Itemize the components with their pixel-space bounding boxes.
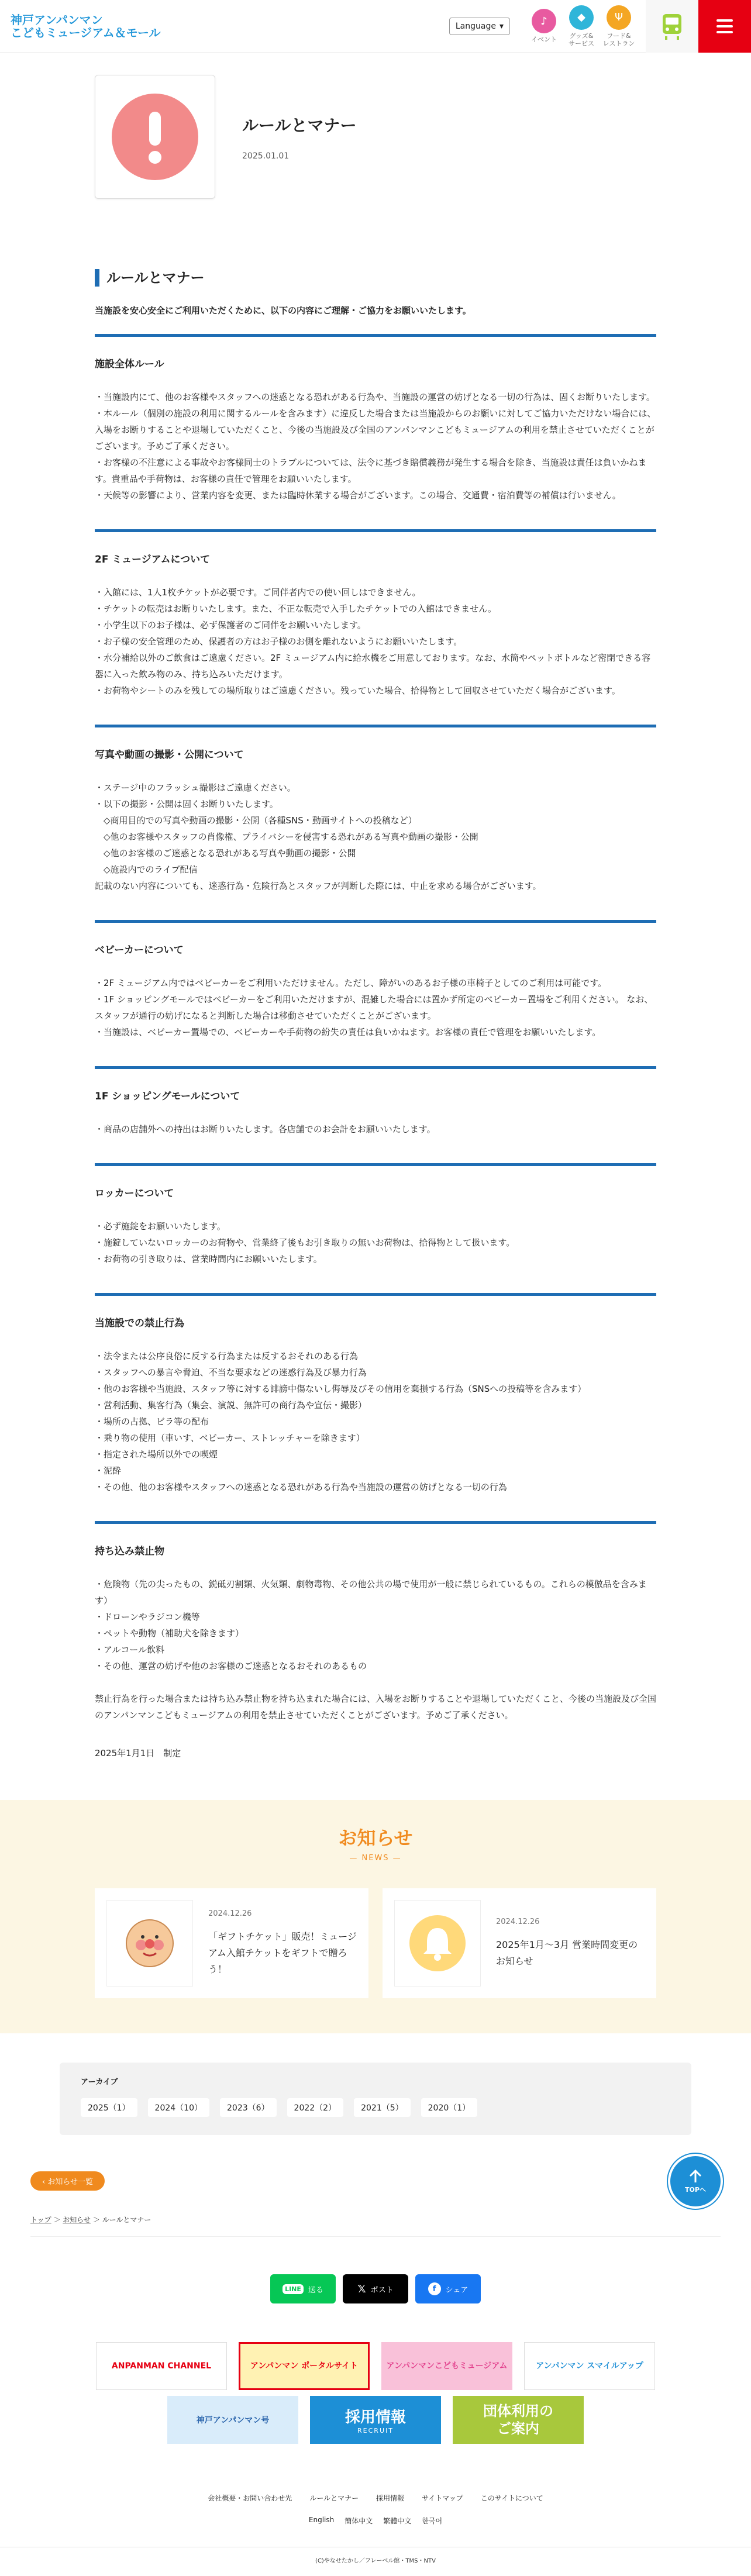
hero-image [95, 75, 215, 199]
site-logo[interactable]: 神戸アンパンマン こどもミュージアム＆モール [11, 12, 161, 40]
enacted-date: 2025年1月1日 制定 [95, 1748, 181, 1758]
line-icon: LINE [283, 2284, 304, 2294]
rule-block [95, 1293, 656, 1521]
rule-block-title: 2F ミュージアムについて [95, 554, 211, 565]
x-share-button[interactable] [343, 2274, 408, 2303]
language-select[interactable] [449, 18, 510, 35]
rule-block-body: ・商品の店舗外への持出はお断りいたします。各店舗でのお会計をお願いいたします。 [95, 1124, 436, 1134]
back-to-top-label: TOPへ [685, 2186, 706, 2194]
news-card[interactable] [95, 1888, 368, 1998]
line-share-button[interactable] [270, 2274, 336, 2303]
footer-link[interactable]: 会社概要・お問い合わせ先 [208, 2494, 292, 2502]
page-title: ルールとマナー [242, 116, 357, 135]
archive-year-link[interactable]: 2020（1） [421, 2098, 478, 2117]
page-date: 2025.01.01 [242, 151, 290, 161]
footer-lang-link[interactable]: 簡体中文 [345, 2517, 373, 2525]
rule-block-title: ロッカーについて [95, 1188, 174, 1199]
breadcrumb-home[interactable]: トップ [30, 2216, 51, 2224]
language-label: Language [455, 21, 496, 31]
footer-lang-link[interactable]: English [308, 2516, 335, 2524]
anpanman-face-icon [123, 1917, 176, 1970]
rule-block-body: ・当施設内にて、他のお客様やスタッフへの迷惑となる恐れがある行為や、当施設の運営の妨げとなる一切の行為は、固くお断りいたします。 ・本ルール（個別の施設の利用に関するルールを含みます）に違反した場合または当施設からのお願いに対してご協力いただけない場合には、入場をお断りすることや退場していただくこと、今後の当施設及び全国のアンパンマンこどもミュージアムの利用を禁止させていただくことがございます。予めご了承ください。 ・お客様の不注意による事故やお客様同士のトラブルについては、法令に基づき賠償義務が発生する場合を除き、当施設は責任は負いかねます。貴重品や手荷物は、お客様の責任で管理をお願いいたします。 ・天候等の影響により、営業内容を変更、または臨時休業する場合がございます。この場合、交通費・宿泊費等の補償は行いません。 [95, 392, 656, 501]
site-header [0, 0, 751, 53]
nav-goods-label: グッズ& サービス [569, 32, 594, 47]
archive-year-link[interactable]: 2022（2） [287, 2098, 344, 2117]
footer-lang-link[interactable]: 한국어 [422, 2517, 443, 2525]
chevron-down-icon: ▾ [499, 21, 504, 31]
rule-block-title: 施設全体ルール [95, 358, 164, 370]
rule-block-title: 写真や動画の撮影・公開について [95, 749, 244, 761]
rule-block [95, 920, 656, 1066]
rule-block-title: ベビーカーについて [95, 944, 184, 956]
news-list-label: お知らせ一覧 [47, 2178, 93, 2187]
rule-block-body: ・危険物（先の尖ったもの、鋭砥刃割類、火気類、劇物毒物、その他公共の場で使用が一般に禁じられているもの。これらの模倣品を含みます） ・ドローンやラジコン機等 ・ペットや動物（補助犬を除きます） ・アルコール飲料 ・その他、運営の妨げや他のお客様のご迷惑となるおそれのあるもの 禁止行為を行った場合または持ち込み禁止物を持ち込まれた場合には、入場をお断りすることや退場していただくこと、今後の当施設及び全国のアンパンマンこどもミュージアムの利用を禁止させていただくことがございます。予めご了承ください。 [95, 1579, 657, 1720]
article-content [95, 199, 656, 1759]
news-card-image [106, 1900, 193, 1987]
chevron-left-icon: ‹ [42, 2178, 48, 2187]
nav-event-label: イベント [531, 36, 557, 43]
news-card-date: 2024.12.26 [208, 1909, 252, 1918]
news-list-button[interactable] [30, 2171, 105, 2191]
banner-row [0, 2342, 751, 2390]
goods-icon: ◆ [569, 5, 594, 30]
banner-smile-up[interactable]: アンパンマン スマイルアップ [524, 2342, 655, 2390]
rule-block [95, 1521, 656, 1723]
bell-icon [408, 1914, 467, 1972]
news-title: お知らせ [338, 1827, 413, 1849]
event-icon: ♪ [532, 9, 556, 33]
rule-block [95, 1163, 656, 1293]
rule-block [95, 725, 656, 920]
rule-block-body: ・法令または公序良俗に反する行為または反するおそれのある行為 ・スタッフへの暴言や脅迫、不当な要求などの迷惑行為及び暴力行為 ・他のお客様や当施設、スタッフ等に対する誹謗中傷ないし侮辱及びその信用を棄損する行為（SNSへの投稿等を含みます） ・営利活動、集客行為（集会、演説、無許可の商行為や宣伝・撮影） ・場所の占拠、ビラ等の配布 ・乗り物の使用（車いす、ベビーカー、ストレッチャーを除きます） ・指定された場所以外での喫煙 ・泥酔 ・その他、他のお客様やスタッフへの迷惑となる恐れがある行為や当施設の運営の妨げとなる一切の行為 [95, 1351, 587, 1492]
banner-recruit-title: 採用情報 [345, 2409, 406, 2426]
news-card-date: 2024.12.26 [496, 1917, 540, 1926]
footer-link[interactable]: サイトマップ [422, 2494, 463, 2502]
rule-block [95, 1066, 656, 1163]
banner-group-use[interactable]: 団体利用の ご案内 [453, 2396, 584, 2444]
alert-icon [111, 93, 199, 181]
arrow-up-icon [687, 2168, 704, 2185]
facebook-share-button[interactable] [415, 2274, 481, 2303]
breadcrumb: トップ ＞ お知らせ ＞ ルールとマナー [30, 2215, 721, 2237]
section-title: ルールとマナー [95, 269, 656, 287]
news-card-text: 「ギフトチケット」販売！ミュージアム入館チケットをギフトで贈ろう！ [208, 1930, 357, 1975]
archive-year-link[interactable]: 2025（1） [81, 2098, 137, 2117]
news-subtitle: — NEWS — [349, 1854, 402, 1863]
rule-block-body: ・2F ミュージアム内ではベビーカーをご利用いただけません。ただし、障がいのあるお子様の車椅子としてのご利用は可能です。 ・1F ショッピングモールではベビーカーをご利用いただけますが、混雑した場合には置かず所定のベビーカー置場をご利用ください。 なお、スタッフが通行の妨げになると判断した場合は移動させていただくことがございます。 ・当施設は、ベビーカー置場での、ベビーカーや手荷物の紛失の責任は負いかねます。お客様の責任で管理をお願いいたします。 [95, 978, 653, 1037]
rule-block [95, 529, 656, 725]
nav-food-label: フード& レストラン [602, 32, 635, 47]
x-icon: 𝕏 [357, 2282, 366, 2295]
back-to-top-button[interactable] [670, 2156, 721, 2206]
news-card-image [394, 1900, 481, 1987]
archive-year-link[interactable]: 2023（6） [220, 2098, 277, 2117]
rule-block [95, 334, 656, 529]
banner-portal-site[interactable]: アンパンマン ポータルサイト [239, 2342, 370, 2390]
banner-museum[interactable]: アンパンマンこどもミュージアム [381, 2342, 512, 2390]
train-icon[interactable] [646, 0, 698, 53]
footer-links [0, 2493, 751, 2503]
banner-row-2 [0, 2396, 751, 2444]
facebook-icon: f [428, 2282, 441, 2295]
intro-text: 当施設を安心安全にご利用いただくために、以下の内容にご理解・ご協力をお願いいたします。 [95, 305, 471, 316]
rule-block-body: ・入館には、1人1枚チケットが必要です。ご同伴者内での使い回しはできません。 ・チケットの転売はお断りいたします。また、不正な転売で入手したチケットでの入館はできません。 ・小学生以下のお子様は、必ず保護者のご同伴をお願いいたします。 ・お子様の安全管理のため、保護者の方はお子様のお側を離れないようにお願いいたします。 ・水分補給以外のご飲食はご遠慮ください。2F ミュージアム内に給水機をご用意しております。なお、水筒やペットボトルなど密閉できる容器に入った飲み物のみ、持ち込みいただけます。 ・お荷物やシートのみを残しての場所取りはご遠慮ください。残っていた場合、拾得物として回収させていただく場合がございます。 [95, 587, 651, 696]
hamburger-menu-button[interactable] [698, 0, 751, 53]
nav-event[interactable] [527, 9, 561, 43]
rule-block-title: 持ち込み禁止物 [95, 1546, 164, 1557]
footer-languages [0, 2516, 751, 2526]
footer-link[interactable]: 採用情報 [376, 2494, 405, 2502]
archive-panel [60, 2063, 691, 2135]
rule-block-body: ・必ず施錠をお願いいたします。 ・施錠していないロッカーのお荷物や、営業終了後もお引き取りの無いお荷物は、拾得物として扱います。 ・お荷物の引き取りは、営業時間内にお願いいたします。 [95, 1221, 515, 1264]
nav-food[interactable] [602, 5, 636, 47]
nav-goods[interactable] [564, 5, 598, 47]
archive-year-link[interactable]: 2021（5） [354, 2098, 411, 2117]
breadcrumb-news[interactable]: お知らせ [63, 2216, 91, 2224]
news-section [0, 1800, 751, 2033]
food-icon: Ψ [607, 5, 631, 30]
rule-block-body: ・ステージ中のフラッシュ撮影はご遠慮ください。 ・以下の撮影・公開は固くお断りいたします。 ◇商用目的での写真や動画の撮影・公開（各種SNS・動画サイトへの投稿など） ◇他のお客様やスタッフの肖像権、プライバシーを侵害する恐れがある写真や動画の撮影・公開 ◇他のお客様のご迷惑となる恐れがある写真や動画の撮影・公開 ◇施設内でのライブ配信 記載のない内容についても、迷惑行為・危険行為とスタッフが判断した際には、中止を求める場合がございます。 [95, 782, 542, 891]
copyright: (C)やなせたかし／フレーベル館・TMS・NTV [0, 2547, 751, 2576]
banner-train[interactable]: 神戸アンパンマン号 [167, 2396, 298, 2444]
banner-recruit[interactable] [310, 2396, 441, 2444]
x-share-label: ポスト [370, 2285, 394, 2295]
breadcrumb-current: ルールとマナー [102, 2216, 151, 2224]
rule-block-title: 1F ショッピングモールについて [95, 1091, 240, 1102]
news-subtitle-text: NEWS [361, 1854, 390, 1863]
news-card[interactable] [383, 1888, 656, 1998]
banner-anpanman-channel[interactable]: ANPANMAN CHANNEL [96, 2342, 227, 2390]
footer-link[interactable]: このサイトについて [480, 2494, 543, 2502]
news-card-text: 2025年1月～3月 営業時間変更のお知らせ [496, 1939, 638, 1967]
banner-recruit-sub: RECRUIT [357, 2427, 394, 2434]
page-hero [0, 53, 751, 199]
footer-link[interactable]: ルールとマナー [309, 2494, 359, 2502]
line-share-label: 送る [308, 2285, 323, 2295]
footer-lang-link[interactable]: 繁體中文 [383, 2517, 412, 2525]
rule-block-title: 当施設での禁止行為 [95, 1318, 184, 1329]
share-buttons [0, 2274, 751, 2303]
archive-title: アーカイブ [81, 2078, 118, 2087]
archive-year-link[interactable]: 2024（10） [148, 2098, 209, 2117]
facebook-share-label: シェア [445, 2285, 468, 2295]
